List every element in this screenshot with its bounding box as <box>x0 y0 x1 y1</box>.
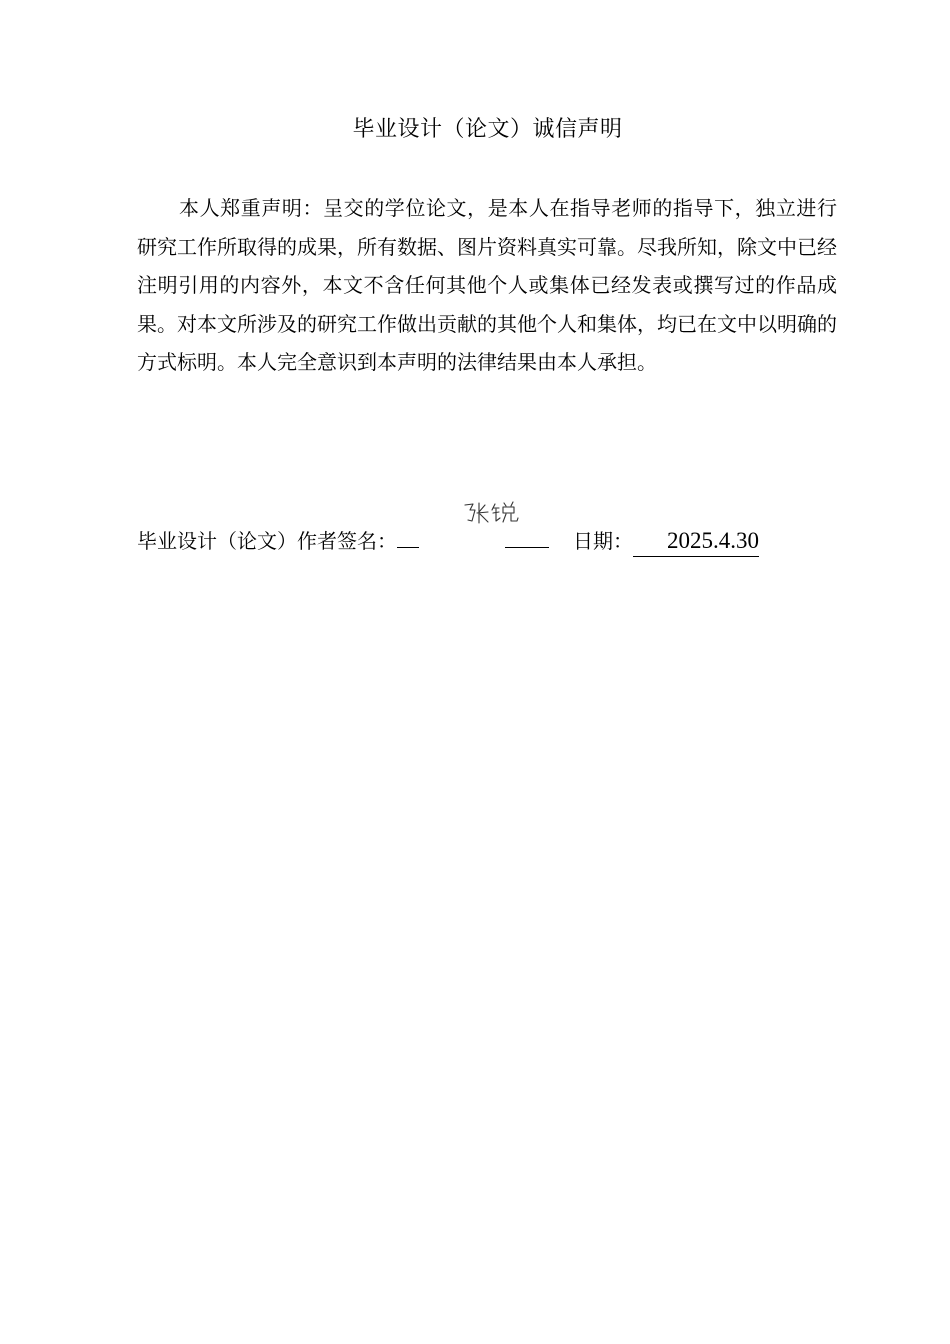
signature-label: 毕业设计（论文）作者签名： <box>137 529 397 553</box>
page-title: 毕业设计（论文）诚信声明 <box>352 117 623 142</box>
signature-line <box>137 521 857 561</box>
date-label: 日期： <box>573 529 633 553</box>
signature-underline-left <box>397 521 419 548</box>
declaration-paragraph: 本人郑重声明：呈交的学位论文，是本人在指导老师的指导下，独立进行研究工作所取得的成果，所有数据、图片资料真实可靠。尽我所知，除文中已经注明引用的内容外，本文不含任何其他个人或集体已经发表或撰写过的作品成果。对本文所涉及的研究工作做出贡献的其他个人和集体，均已在文中以明确的方式标明。本人完全意识到本声明的法律结果由本人承担。 <box>137 196 837 374</box>
date-value: 2025.4.30 <box>633 526 759 557</box>
signature-underline-right <box>505 521 549 548</box>
